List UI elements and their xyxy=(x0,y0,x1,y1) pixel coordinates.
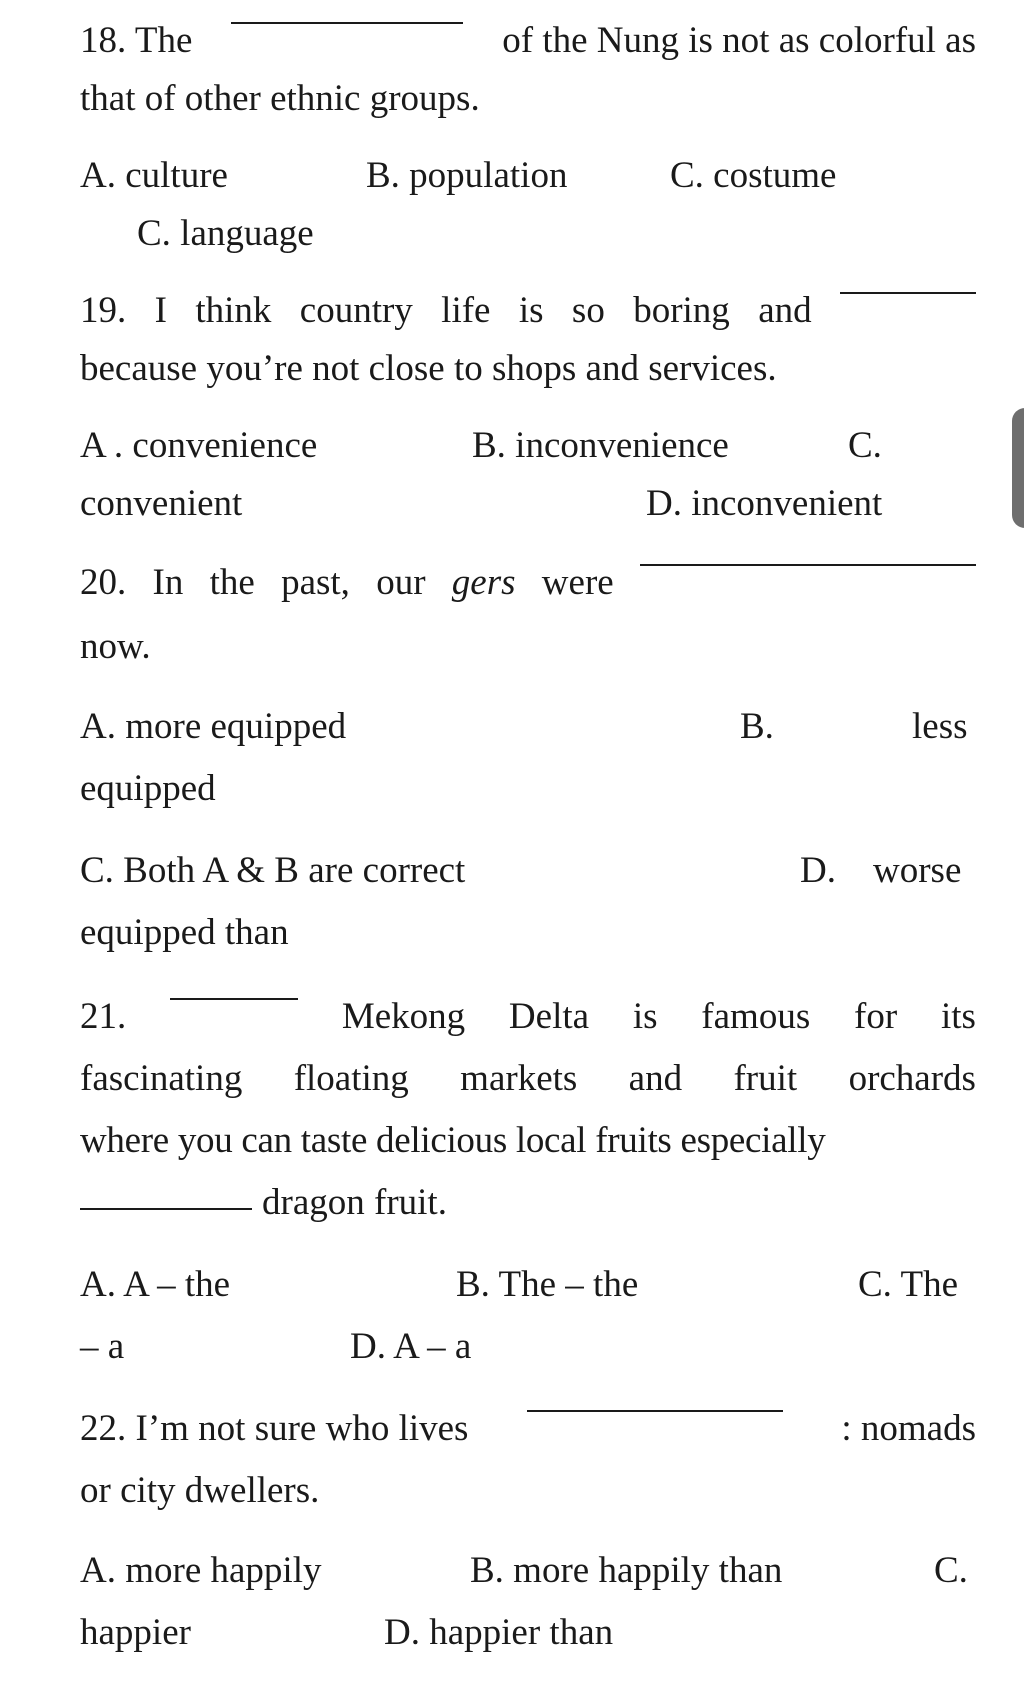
option-c-continued[interactable]: – a xyxy=(80,1326,125,1367)
answer-blank[interactable] xyxy=(840,292,976,294)
answer-blank[interactable] xyxy=(231,22,463,24)
question-word: orchards xyxy=(848,1058,976,1099)
question-word: markets xyxy=(460,1058,578,1099)
question-number: 22. xyxy=(80,1408,127,1449)
question-word: our xyxy=(376,562,426,603)
question-18-line-1 xyxy=(80,22,976,59)
option-d[interactable]: D. A – a xyxy=(350,1326,472,1367)
option-c[interactable]: C. Both A & B are correct xyxy=(80,850,466,891)
option-c[interactable]: C. xyxy=(848,425,882,466)
question-word: boring xyxy=(633,290,730,331)
option-a[interactable]: A . convenience xyxy=(80,425,318,466)
question-text: : nomads xyxy=(841,1408,976,1449)
question-text: where you can taste delicious local fruits especially xyxy=(80,1120,826,1161)
question-text: that of other ethnic groups. xyxy=(80,78,480,119)
option-a[interactable]: A. A – the xyxy=(80,1264,231,1305)
answer-blank[interactable] xyxy=(80,1208,252,1210)
question-text: now. xyxy=(80,626,151,667)
question-number: 20. xyxy=(80,562,127,603)
option-b-continued[interactable]: equipped xyxy=(80,768,216,809)
question-word: floating xyxy=(293,1058,409,1099)
option-c-continued[interactable]: happier xyxy=(80,1612,191,1653)
question-word: the xyxy=(209,562,255,603)
question-text: of the Nung is not as colorful as xyxy=(502,20,976,61)
option-c[interactable]: C. xyxy=(934,1550,968,1591)
question-19-line-1 xyxy=(80,292,976,329)
option-c-continued[interactable]: convenient xyxy=(80,483,243,524)
question-text: dragon fruit. xyxy=(262,1182,447,1223)
option-d[interactable]: D. inconvenient xyxy=(646,483,883,524)
question-word: country xyxy=(299,290,413,331)
option-d-continued[interactable]: equipped than xyxy=(80,912,289,953)
option-d[interactable]: D. xyxy=(800,850,836,891)
question-21-line-4 xyxy=(80,1184,976,1221)
answer-blank[interactable] xyxy=(527,1410,783,1412)
question-word: were xyxy=(541,562,614,603)
option-c[interactable]: C. The xyxy=(858,1264,959,1305)
question-word: I xyxy=(154,290,167,331)
question-word: think xyxy=(195,290,272,331)
question-word: past, xyxy=(281,562,350,603)
question-text: because you’re not close to shops and services. xyxy=(80,348,777,389)
question-21-line-1 xyxy=(80,998,976,1035)
option-d-word[interactable]: worse xyxy=(873,850,962,891)
question-word: famous xyxy=(701,996,811,1037)
question-word: so xyxy=(571,290,605,331)
question-word: and xyxy=(628,1058,683,1099)
option-b[interactable]: B. xyxy=(740,706,774,747)
question-20-line-1 xyxy=(80,564,976,601)
question-text: or city dwellers. xyxy=(80,1470,320,1511)
question-word: for xyxy=(854,996,898,1037)
option-a[interactable]: A. culture xyxy=(80,155,228,196)
option-c[interactable]: C. costume xyxy=(670,155,837,196)
question-word: gers xyxy=(451,562,516,603)
question-number: 19. xyxy=(80,290,127,331)
question-number: 18. xyxy=(80,20,127,61)
question-word: In xyxy=(152,562,184,603)
question-word: life xyxy=(441,290,491,331)
option-b[interactable]: B. more happily than xyxy=(470,1550,783,1591)
question-21-line-2 xyxy=(80,1060,976,1097)
option-d[interactable]: D. happier than xyxy=(384,1612,614,1653)
option-a[interactable]: A. more equipped xyxy=(80,706,347,747)
question-word: fruit xyxy=(733,1058,798,1099)
question-word: Delta xyxy=(508,996,590,1037)
question-number: 21. xyxy=(80,996,127,1037)
option-b[interactable]: B. population xyxy=(366,155,568,196)
question-word: is xyxy=(632,996,658,1037)
option-b-word[interactable]: less xyxy=(912,706,968,747)
option-b[interactable]: B. inconvenience xyxy=(472,425,729,466)
question-word: Mekong xyxy=(341,996,466,1037)
question-word: fascinating xyxy=(80,1058,243,1099)
question-22-line-1 xyxy=(80,1410,976,1447)
answer-blank[interactable] xyxy=(640,564,976,566)
scrollbar-thumb[interactable] xyxy=(1012,408,1024,528)
question-text: I’m not sure who lives xyxy=(135,1408,469,1449)
option-d[interactable]: C. language xyxy=(137,213,314,254)
question-text: The xyxy=(134,20,193,61)
option-a[interactable]: A. more happily xyxy=(80,1550,322,1591)
question-word: and xyxy=(758,290,812,331)
option-b[interactable]: B. The – the xyxy=(456,1264,639,1305)
question-word: its xyxy=(940,996,976,1037)
question-word: is xyxy=(518,290,544,331)
answer-blank[interactable] xyxy=(170,998,298,1000)
